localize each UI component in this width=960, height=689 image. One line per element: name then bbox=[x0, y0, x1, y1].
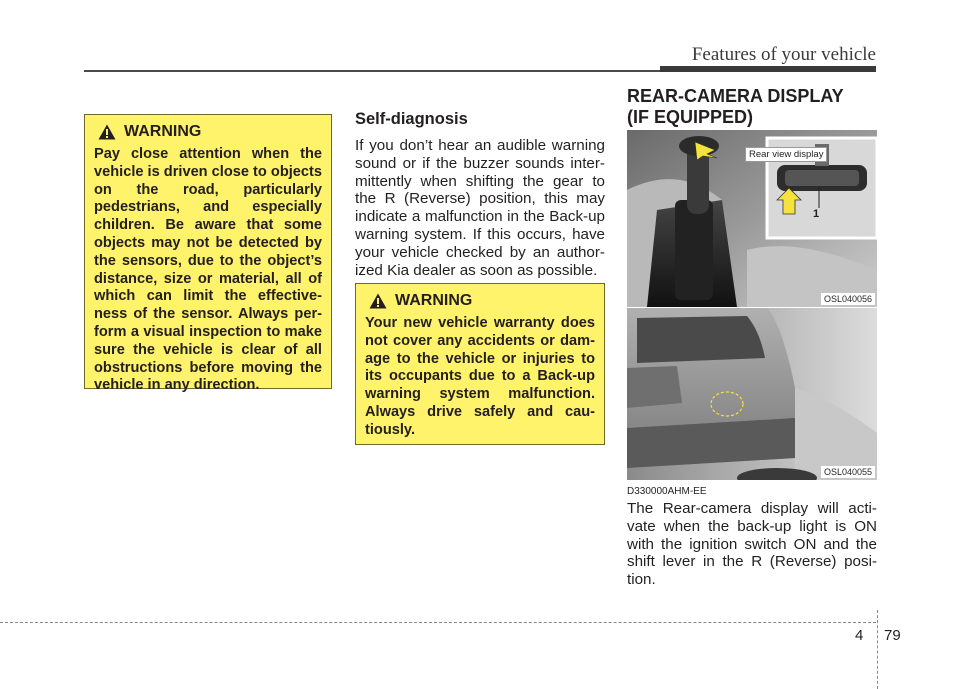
footer-rule bbox=[0, 622, 876, 623]
heading-line-2: (IF EQUIPPED) bbox=[627, 106, 754, 127]
warning-box-sensors bbox=[84, 114, 332, 394]
image-code: OSL040055 bbox=[821, 466, 875, 478]
callout-rear-view-display: Rear view display bbox=[745, 147, 827, 162]
image-code: OSL040056 bbox=[821, 293, 875, 305]
photo-gear-shifter bbox=[627, 130, 877, 307]
photo-vehicle-rear bbox=[627, 308, 877, 480]
header-title: Features of your vehicle bbox=[691, 44, 876, 65]
warning-header bbox=[98, 123, 322, 141]
section-heading-self-diagnosis: Self-diagnosis bbox=[355, 110, 468, 128]
warning-triangle-icon bbox=[98, 124, 116, 140]
section-heading-rear-camera bbox=[627, 86, 879, 127]
warning-text: Pay close attention when the vehicle is driven close to objects on the road, particularly pedestrians, and especially children. Be aware that some objects may not be detected by the sensors, due to the object’s distance, size or material, all of which can limit the effective-ness of the sensor. Always per-form a visual inspection to make sure the vehicle is clear of all obstructions before moving the vehicle in any direction. bbox=[94, 146, 322, 394]
vehicle-rear-illustration bbox=[627, 308, 877, 480]
warning-title: WARNING bbox=[124, 123, 202, 140]
rear-camera-body: The Rear-camera display will acti-vate when the back-up light is ON with the ignition switch ON and the shift lever in the R (Reverse) posi-tion. bbox=[627, 500, 877, 589]
footer-divider bbox=[877, 610, 878, 689]
header-bar bbox=[660, 66, 876, 72]
warning-triangle-icon bbox=[369, 293, 387, 309]
warning-title: WARNING bbox=[395, 292, 473, 309]
self-diagnosis-body: If you don’t hear an audible warning sound or if the buzzer sounds inter-mittently when shifting the gear to the R (Reverse) position, this may indicate a malfunction in the Back-up warning system. If this occurs, have your vehicle checked by an author-ized Kia dealer as soon as possible. bbox=[355, 137, 605, 279]
warning-box-warranty bbox=[355, 283, 605, 445]
warning-header bbox=[369, 292, 595, 310]
page-chapter: 4 bbox=[855, 627, 864, 644]
page-number: 79 bbox=[884, 627, 901, 644]
callout-number: 1 bbox=[813, 208, 820, 220]
reference-code: D330000AHM-EE bbox=[627, 486, 707, 497]
heading-line-1: REAR-CAMERA DISPLAY bbox=[627, 86, 844, 106]
warning-text: Your new vehicle warranty does not cover any accidents or dam-age to the vehicle or injuries to its occupants due to a Back-up warning system malfunction. Always drive safely and cau-tiously. bbox=[365, 315, 595, 438]
